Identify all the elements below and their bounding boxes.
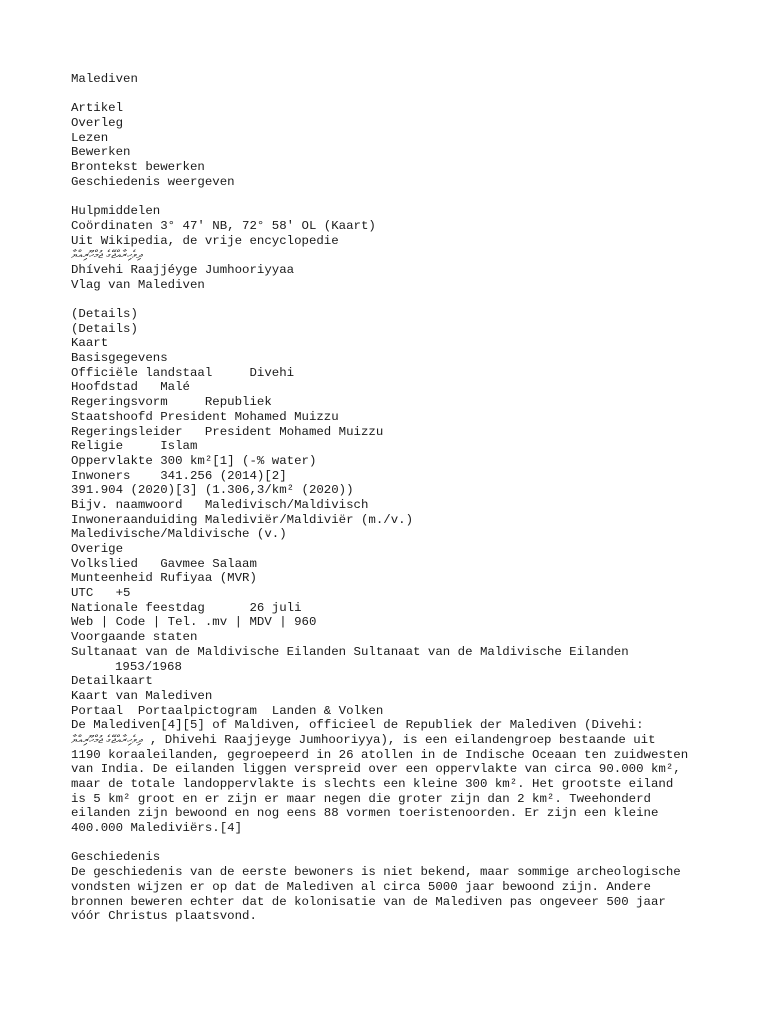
infobox-line: Bijv. naamwoord Maledivisch/Maldivisch	[71, 497, 369, 512]
intro-line: is 5 km² groot en er zijn er maar negen die groter zijn dan 2 km². Tweehonderd	[71, 791, 651, 806]
native-name: ދިވެހިރާއްޖޭގެ ޖުމްހޫރިއްޔާ	[71, 248, 143, 262]
infobox-line: Regeringsleider President Mohamed Muizzu	[71, 424, 384, 439]
intro-line: maar de totale landoppervlakte is slechts een kleine 300 km². Het grootste eiland	[71, 777, 674, 791]
source-line: Uit Wikipedia, de vrije encyclopedie	[71, 233, 339, 248]
intro-line: De Malediven[4][5] of Maldiven, officieel de Republiek der Malediven (Divehi:	[71, 718, 644, 733]
infobox-line: Oppervlakte 300 km²[1] (-% water)	[71, 453, 317, 468]
infobox-line: Sultanaat van de Maldivische Eilanden Sultanaat van de Maldivische Eilanden	[71, 644, 629, 659]
infobox-line: UTC +5	[71, 586, 131, 601]
nav-lezen[interactable]: Lezen	[71, 130, 109, 145]
spacer	[71, 836, 728, 851]
nav-brontekst-bewerken[interactable]: Brontekst bewerken	[71, 160, 205, 175]
spacer	[71, 87, 728, 102]
infobox-line: Inwoners 341.256 (2014)[2]	[71, 468, 287, 483]
infobox-portaal[interactable]: Portaal Portaalpictogram Landen & Volken	[71, 703, 384, 718]
infobox-line: Hoofdstad Malé	[71, 380, 190, 395]
infobox-kaart-malediven: Kaart van Malediven	[71, 688, 213, 703]
infobox-line: Voorgaande staten	[71, 630, 198, 645]
intro-line-text: , Dhivehi Raajjeyge Jumhooriyya), is een eilandengroep bestaande uit	[142, 732, 656, 747]
intro-paragraph	[71, 718, 728, 836]
infobox-line: Religie Islam	[71, 439, 198, 454]
nav-artikel[interactable]: Artikel	[71, 101, 124, 116]
page-title: Malediven	[71, 72, 138, 86]
infobox-line: Volkslied Gavmee Salaam	[71, 556, 257, 571]
infobox-line: Officiële landstaal Divehi	[71, 365, 295, 380]
tools-hulpmiddelen[interactable]: Hulpmiddelen	[71, 204, 161, 219]
infobox-years: 1953/1968	[115, 659, 182, 674]
infobox-line: Munteenheid Rufiyaa (MVR)	[71, 571, 257, 586]
history-line: vóór Christus plaatsvond.	[71, 909, 257, 924]
infobox-detailkaart: Detailkaart	[71, 674, 153, 689]
infobox-line: Nationale feestdag 26 juli	[71, 600, 302, 615]
intro-line: van India. De eilanden liggen verspreid over een oppervlakte van circa 90.000 km²,	[71, 762, 681, 777]
intro-native-name: ދިވެހިރާއްޖޭގެ ޖުމްހޫރިއްޔާ	[71, 732, 143, 746]
nav-overleg[interactable]: Overleg	[71, 116, 124, 131]
infobox-lines	[71, 366, 728, 660]
history-line: vondsten wijzen er op dat de Malediven al circa 5000 jaar bewoond zijn. Andere	[71, 879, 651, 894]
nav-bewerken[interactable]: Bewerken	[71, 145, 131, 160]
infobox-line: 391.904 (2020)[3] (1.306,3/km² (2020))	[71, 483, 354, 498]
intro-line: 1190 koraaleilanden, gegroepeerd in 26 atollen in de Indische Oceaan ten zuidwesten	[71, 747, 689, 762]
infobox-line: Staatshoofd President Mohamed Muizzu	[71, 409, 339, 424]
details-link-1[interactable]: (Details)	[71, 307, 138, 321]
history-paragraph	[71, 865, 728, 924]
spacer	[71, 190, 728, 205]
infobox-basisgegevens: Basisgegevens	[71, 351, 168, 366]
intro-line: eilanden zijn bewoond en nog eens 88 vormen toeristenoorden. Er zijn een kleine	[71, 806, 659, 821]
flag-label: Vlag van Malediven	[71, 277, 205, 292]
infobox-line: Maledivische/Maldivische (v.)	[71, 527, 287, 542]
infobox-kaart: Kaart	[71, 336, 109, 351]
intro-line: 400.000 Malediviërs.[4]	[71, 821, 243, 836]
history-line: bronnen beweren echter dat de kolonisatie van de Malediven pas ongeveer 500 jaar	[71, 894, 666, 909]
history-line: De geschiedenis van de eerste bewoners is niet bekend, maar sommige archeologische	[71, 865, 681, 880]
nav-geschiedenis-weergeven[interactable]: Geschiedenis weergeven	[71, 174, 235, 189]
infobox-line: Regeringsvorm Republiek	[71, 395, 272, 410]
infobox-line: Inwoneraanduiding Malediviër/Maldiviër (m./v.)	[71, 512, 414, 527]
infobox-line: Overige	[71, 542, 124, 556]
section-heading-geschiedenis: Geschiedenis	[71, 850, 161, 865]
coordinates: Coördinaten 3° 47' NB, 72° 58' OL (Kaart)	[71, 218, 376, 233]
spacer	[71, 292, 728, 307]
infobox-line: Web | Code | Tel. .mv | MDV | 960	[71, 615, 317, 630]
intro-line	[71, 733, 728, 748]
native-translit: Dhívehi Raajjéyge Jumhooriyyaa	[71, 262, 295, 277]
details-link-2[interactable]: (Details)	[71, 321, 138, 336]
